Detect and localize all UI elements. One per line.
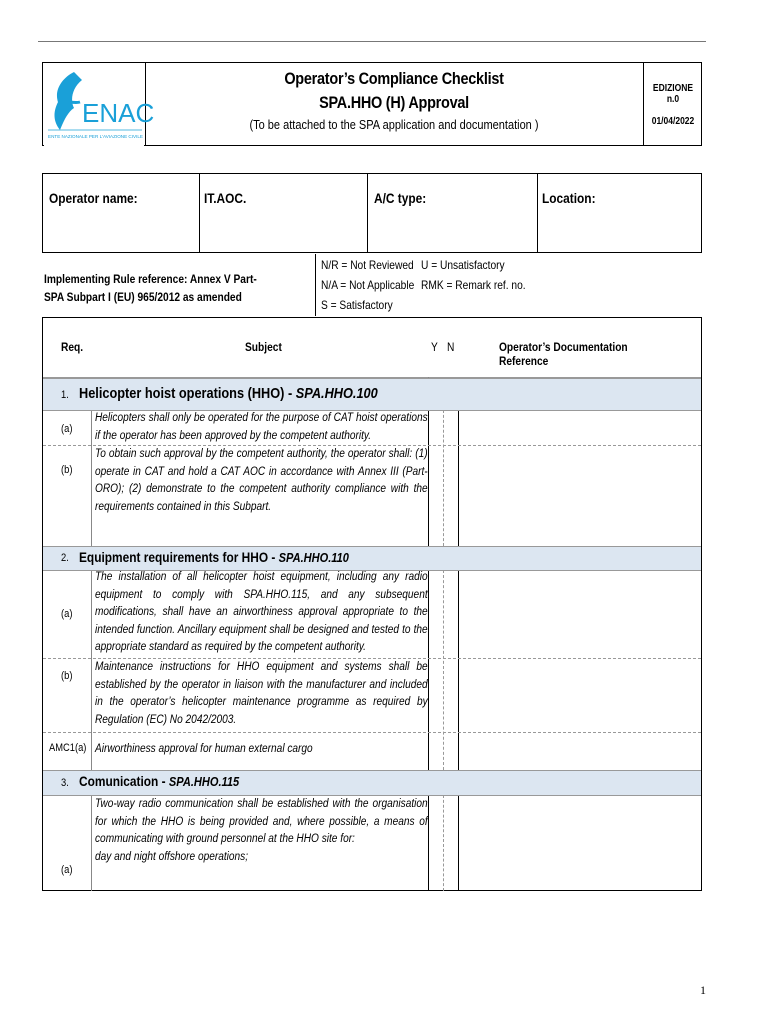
logo-text: ENAC [82, 98, 155, 128]
requirement-text: Airworthiness approval for human external cargo [95, 743, 313, 755]
legend-divider [315, 254, 316, 316]
section-title: Comunication - SPA.HHO.115 [79, 773, 240, 789]
section-title: Equipment requirements for HHO - SPA.HHO.110 [79, 549, 349, 565]
document-header [42, 62, 702, 146]
title-cell [145, 63, 643, 145]
col-header-doc-ref: Operator’s Documentation Reference [499, 340, 628, 368]
operator-box [42, 173, 702, 253]
section-header [43, 770, 701, 796]
rule-reference: Implementing Rule reference: Annex V Part-SPA Subpart I (EU) 965/2012 as amended [44, 272, 257, 304]
requirement-text: To obtain such approval by the competent authority, the operator shall: (1) operate in CAT and hold a CAT AOC in accordance with Annex III (Part-ORO); (2) demonstrate to the competent authority compliance with the requirements contained in this Subpart. [95, 448, 428, 513]
section-number: 1. [61, 389, 69, 401]
requirement-text: Two-way radio communication shall be established with the organisation for which the HHO is being provided and, where possible, a means of communicating with ground personnel at the HHO site for: [95, 798, 428, 845]
col-header-req: Req. [61, 340, 84, 354]
legend-rmk: RMK = Remark ref. no. [421, 278, 526, 292]
page-number: 1 [700, 983, 706, 997]
location-label: Location: [542, 190, 596, 206]
ac-type-field[interactable] [368, 174, 538, 252]
section-number: 3. [61, 777, 69, 789]
legend-na: N/A = Not Applicable [321, 278, 415, 292]
requirement-text: The installation of all helicopter hoist equipment, including any radio equipment to comply with SPA.HHO.115, and any subsequent modifications, shall have an airworthiness approval appropriate to the intended function. Ancillary equipment shall be designed and tested to the appropriate standard as required by the competent authority. [95, 571, 428, 653]
col-header-n: N [447, 340, 455, 354]
req-label: (b) [61, 670, 73, 682]
section-header [43, 546, 701, 571]
checklist-table [42, 317, 702, 891]
top-rule [38, 41, 706, 42]
requirement-text: Helicopters shall only be operated for the purpose of CAT hoist operations if the operator has been approved by the competent authority. [95, 412, 428, 442]
operator-name-field[interactable] [43, 174, 200, 252]
requirement-text: Maintenance instructions for HHO equipment and systems shall be established by the operator in liaison with the manufacturer and included in the operator’s helicopter maintenance programme as required by Regulation (EC) No 2042/2003. [95, 661, 428, 726]
section-header [43, 378, 701, 411]
req-label: AMC1(a) [49, 742, 87, 754]
req-label: (a) [61, 423, 73, 435]
doc-subtitle: (To be attached to the SPA application and documentation ) [249, 118, 539, 132]
ac-type-label: A/C type: [374, 190, 427, 206]
legend-nr: N/R = Not Reviewed [321, 258, 414, 272]
location-field[interactable] [538, 174, 701, 252]
edition-label: EDIZIONE n.0 [652, 83, 694, 105]
edition-date: 01/04/2022 [651, 116, 695, 127]
logo-cell [43, 63, 155, 145]
col-header-y: Y [431, 340, 438, 354]
doc-title-approval: SPA.HHO (H) Approval [319, 93, 469, 112]
enac-logo-icon [44, 64, 155, 146]
requirement-text: day and night offshore operations; [95, 851, 249, 863]
legend-left [321, 255, 414, 315]
col-header-subject: Subject [245, 340, 282, 354]
legend-u: U = Unsatisfactory [421, 258, 505, 272]
req-label: (a) [61, 608, 73, 620]
edition-cell [643, 63, 702, 145]
legend-right [421, 255, 526, 295]
logo-subtext: ENTE NAZIONALE PER L'AVIAZIONE CIVILE [48, 134, 143, 139]
aoc-label: IT.AOC. [204, 190, 247, 206]
section-title: Helicopter hoist operations (HHO) - SPA.HHO.100 [79, 385, 378, 402]
aoc-field[interactable] [200, 174, 368, 252]
req-label: (b) [61, 464, 73, 476]
section-number: 2. [61, 552, 69, 564]
legend-s: S = Satisfactory [321, 298, 393, 312]
operator-name-label: Operator name: [49, 190, 138, 206]
doc-title: Operator’s Compliance Checklist [284, 69, 504, 88]
req-label: (a) [61, 864, 73, 876]
